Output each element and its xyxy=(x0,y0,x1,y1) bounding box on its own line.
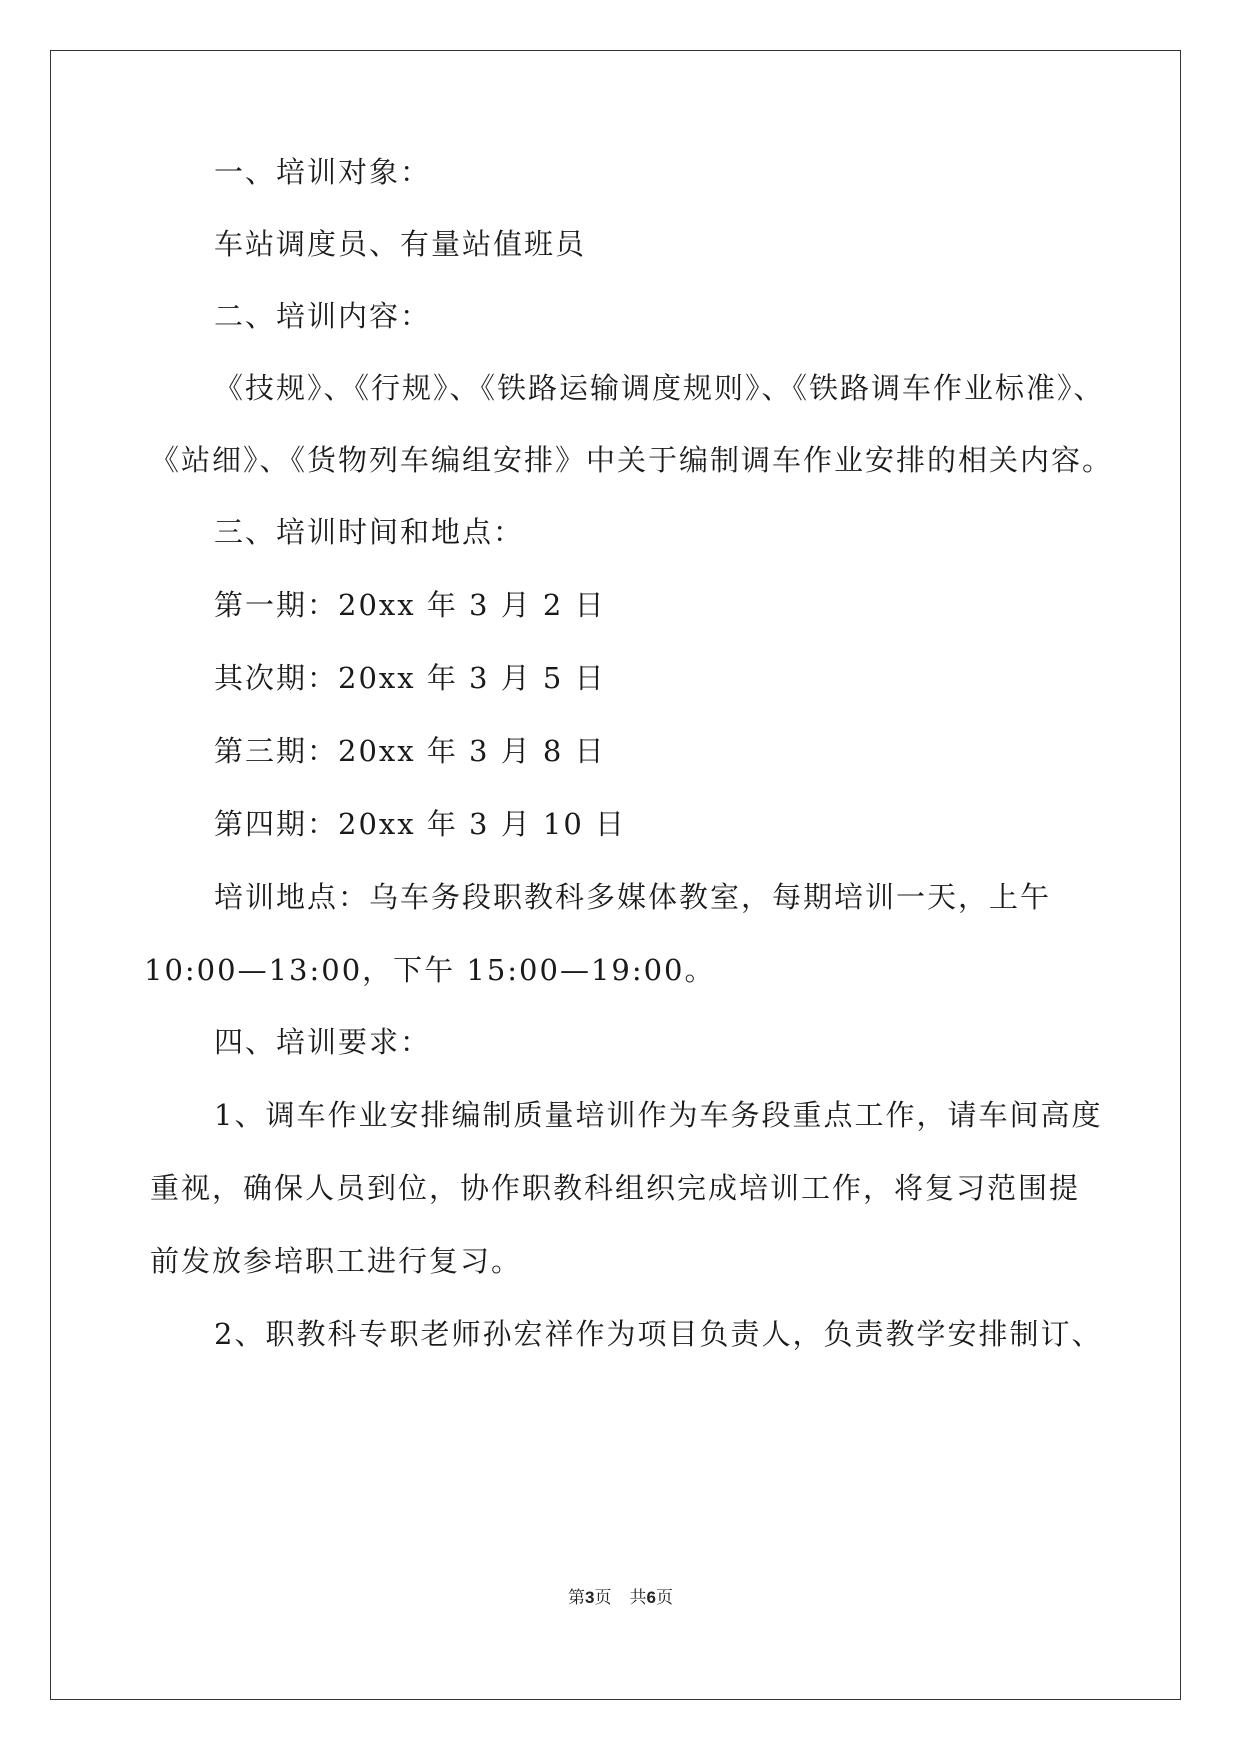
paragraph-line: 培训地点：乌车务段职教科多媒体教室，每期培训一天，上午 xyxy=(214,880,1052,914)
paragraph-line: 2、职教科专职老师孙宏祥作为项目负责人，负责教学安排制订、 xyxy=(214,1317,1103,1351)
page-prefix: 第 xyxy=(568,1588,586,1608)
page-suffix: 页 xyxy=(594,1588,612,1608)
paragraph-line: 10:00—13:00，下午 15:00—19:00。 xyxy=(144,953,716,987)
paragraph-line: 1、调车作业安排编制质量培训作为车务段重点工作，请车间高度 xyxy=(214,1098,1103,1132)
schedule-item-1: 第一期：20xx 年 3 月 2 日 xyxy=(214,588,606,622)
schedule-item-2: 其次期：20xx 年 3 月 5 日 xyxy=(214,661,606,695)
section-heading-1: 一、培训对象： xyxy=(214,155,432,189)
page-footer xyxy=(0,1586,1241,1610)
paragraph-line: 《站细》、《货物列车编组安排》中关于编制调车作业安排的相关内容。 xyxy=(150,443,1114,477)
total-suffix: 页 xyxy=(655,1588,673,1608)
total-page-number: 6 xyxy=(646,1588,656,1607)
paragraph-line: 重视，确保人员到位，协作职教科组织完成培训工作，将复习范围提 xyxy=(150,1171,1081,1205)
paragraph-line: 前发放参培职工进行复习。 xyxy=(150,1244,523,1278)
section-heading-3: 三、培训时间和地点： xyxy=(214,515,525,549)
paragraph-line: 车站调度员、有量站值班员 xyxy=(214,227,587,261)
current-page-number: 3 xyxy=(585,1588,595,1607)
schedule-item-4: 第四期：20xx 年 3 月 10 日 xyxy=(214,807,627,841)
paragraph-line: 《技规》、《行规》、《铁路运输调度规则》、《铁路调车作业标准》、 xyxy=(214,371,1105,405)
total-prefix: 共 xyxy=(629,1588,647,1608)
section-heading-2: 二、培训内容： xyxy=(214,299,432,333)
schedule-item-3: 第三期：20xx 年 3 月 8 日 xyxy=(214,734,606,768)
section-heading-4: 四、培训要求： xyxy=(214,1025,432,1059)
